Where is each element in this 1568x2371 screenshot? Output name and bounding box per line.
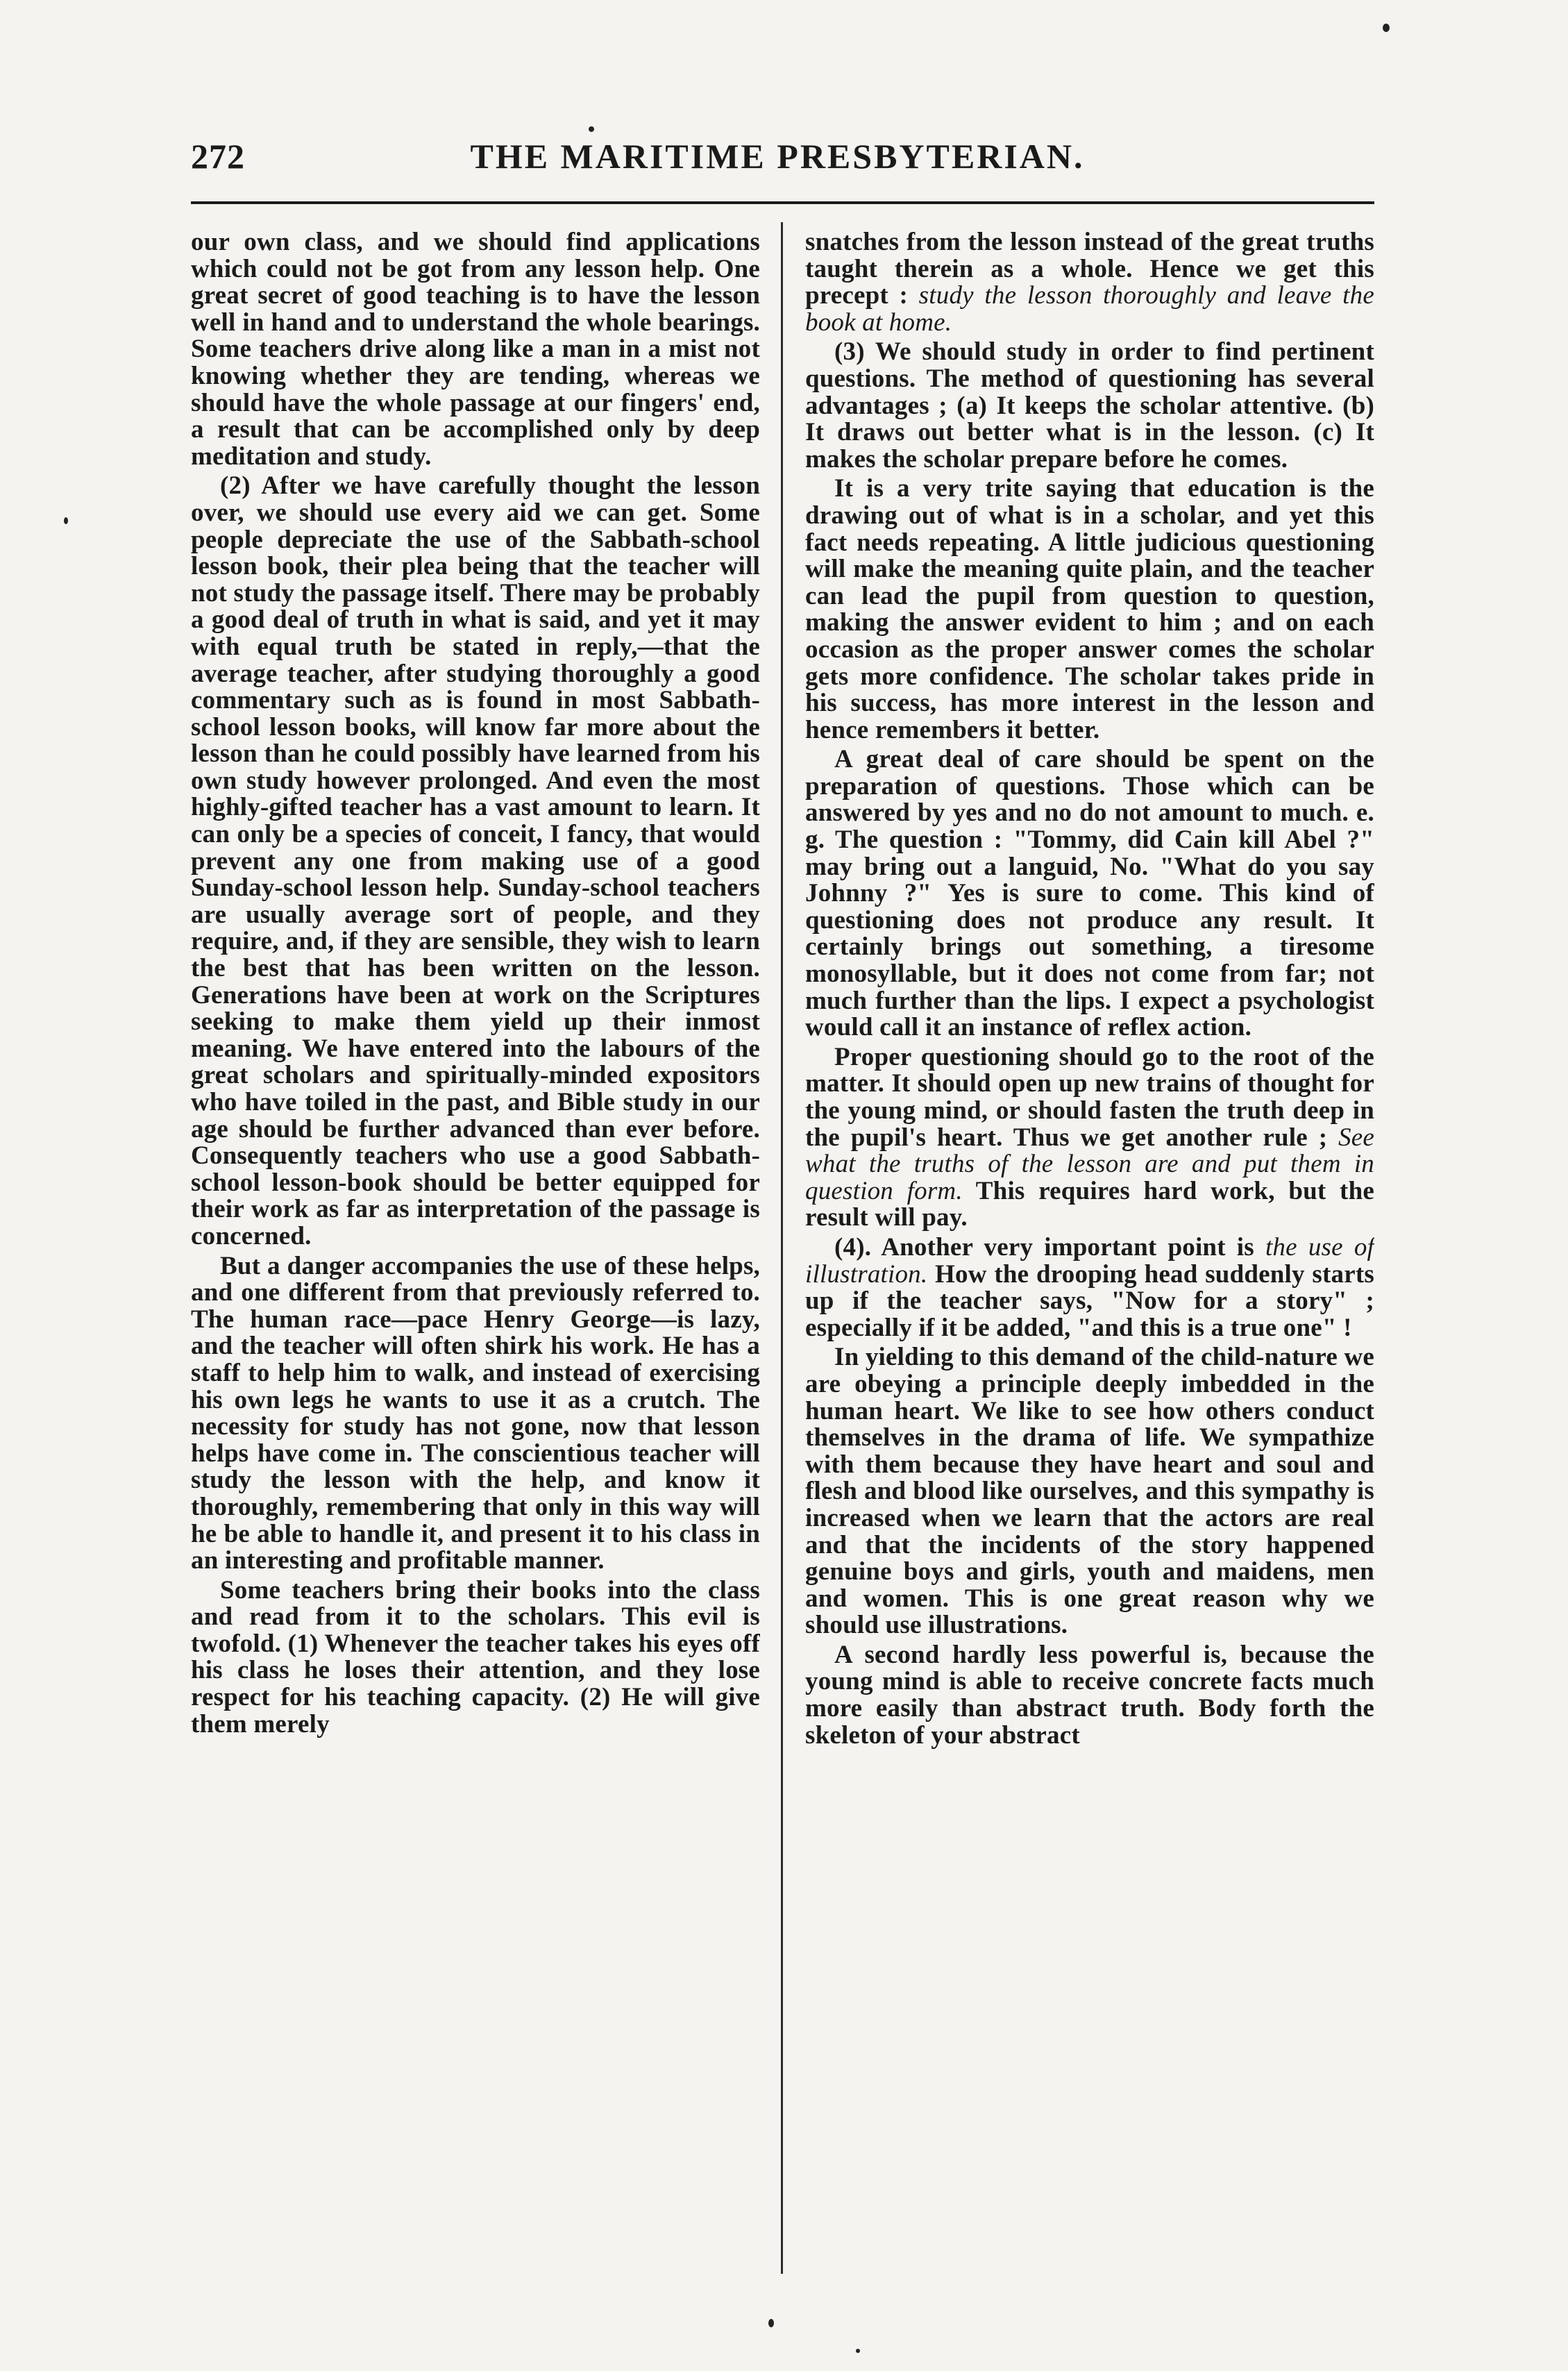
ink-speck: [1383, 24, 1390, 32]
paragraph: our own class, and we should find applications which could not be got from any lesson help. One great secret of good teaching is to have the lesson well in hand and to understand the whole bearings. Some teachers drive along like a man in a mist not knowing whether they are tending, whereas we should have the whole passage at our fingers' end, a result that can be accomplished only by deep meditation and study.: [191, 229, 760, 471]
running-title: THE MARITIME PRESBYTERIAN.: [470, 137, 1085, 176]
header-rule: [191, 201, 1374, 204]
ink-speck: [856, 2349, 860, 2353]
column-divider: [781, 222, 783, 2274]
paragraph: In yielding to this demand of the child-nature we are obeying a principle deeply imbedded in the human heart. We like to see how others conduct themselves in the drama of life. We sympathize with them because they have heart and soul and flesh and blood like ourselves, and this sympathy is increased when we learn that the actors are real and that the incidents of the story happened genuine boys and girls, youth and maidens, men and women. This is one great reason why we should use illustrations.: [805, 1343, 1374, 1640]
paragraph: (2) After we have carefully thought the lesson over, we should use every aid we can get. Some people depreciate the use of the Sabbath-school lesson book, their plea being that the teacher will not study the passage itself. There may be probably a good deal of truth in what is said, and yet it may with equal truth be stated in reply,—that the average teacher, after studying thoroughly a good commentary such as is found in most Sabbath-school lesson books, will know far more about the lesson than he could possibly have learned from his own study however prolonged. And even the most highly-gifted teacher has a vast amount to learn. It can only be a species of conceit, I fancy, that would prevent any one from making use of a good Sunday-school lesson help. Sunday-school teachers are usually average sort of people, and they require, and, if they are sensible, they wish to learn the best that has been written on the lesson. Generations have been at work on the Scriptures seeking to make them yield up their inmost meaning. We have entered into the labours of the great scholars and spiritually-minded expositors who have toiled in the past, and Bible study in our age should be further advanced than ever before. Consequently teachers who use a good Sabbath-school lesson-book should be better equipped for their work as far as interpretation of the passage is concerned.: [191, 471, 760, 1250]
paragraph: Some teachers bring their books into the class and read from it to the scholars. This evil is twofold. (1) Whenever the teacher takes his eyes off his class he loses their attention, and they lose respect for his teaching capacity. (2) He will give them merely: [191, 1575, 760, 1739]
ink-speck: [589, 126, 594, 132]
paragraph: snatches from the lesson instead of the great truths taught therein as a whole. Hence we get this precept : study the lesson thoroughly and leave the book at home.: [805, 229, 1374, 337]
page-number: 272: [191, 137, 245, 176]
paragraph: It is a very trite saying that education is the drawing out of what is in a scholar, and yet this fact needs repeating. A little judicious questioning will make the meaning quite plain, and the teacher can lead the pupil from question to question, making the answer evident to him ; and on each occasion as the proper answer comes the scholar gets more confidence. The scholar takes pride in his success, has more interest in the lesson and hence remembers it better.: [805, 474, 1374, 744]
paragraph: But a danger accompanies the use of these helps, and one different from that previously referred to. The human race—pace Henry George—is lazy, and the teacher will often shirk his work. He has a staff to help him to walk, and instead of exercising his own legs he wants to use it as a crutch. The necessity for study has not gone, now that lesson helps have come in. The conscientious teacher will study the lesson with the help, and know it thoroughly, remembering that only in this way will he be able to handle it, and present it to his class in an interesting and profitable manner.: [191, 1251, 760, 1575]
ink-speck: [768, 2319, 774, 2327]
paragraph: Proper questioning should go to the root of the matter. It should open up new trains of thought for the young mind, or should fasten the truth deep in the pupil's heart. Thus we get another rule ; See what the truths of the lesson are and put them in question form. This requires hard work, but the result will pay.: [805, 1042, 1374, 1232]
paragraph: A second hardly less powerful is, because the young mind is able to receive concrete facts much more easily than abstract truth. Body forth the skeleton of your abstract: [805, 1640, 1374, 1750]
paragraph: (4). Another very important point is the use of illustration. How the drooping head suddenly starts up if the teacher says, "Now for a story" ; especially if it be added, "and this is a true one" !: [805, 1232, 1374, 1342]
left-column: [191, 229, 760, 2270]
paragraph: A great deal of care should be spent on the preparation of questions. Those which can be answered by yes and no do not amount to much. e. g. The question : "Tommy, did Cain kill Abel ?" may bring out a languid, No. "What do you say Johnny ?" Yes is sure to come. This kind of questioning does not produce any result. It certainly brings out something, a tiresome monosyllable, but it does not come from far; not much further than the lips. I expect a psychologist would call it an instance of reflex action.: [805, 745, 1374, 1042]
right-column: [805, 229, 1374, 2270]
page-header: [177, 136, 1378, 192]
ink-speck: [64, 517, 68, 524]
paragraph: (3) We should study in order to find pertinent questions. The method of questioning has several advantages ; (a) It keeps the scholar attentive. (b) It draws out better what is in the lesson. (c) It makes the scholar prepare before he comes.: [805, 337, 1374, 474]
